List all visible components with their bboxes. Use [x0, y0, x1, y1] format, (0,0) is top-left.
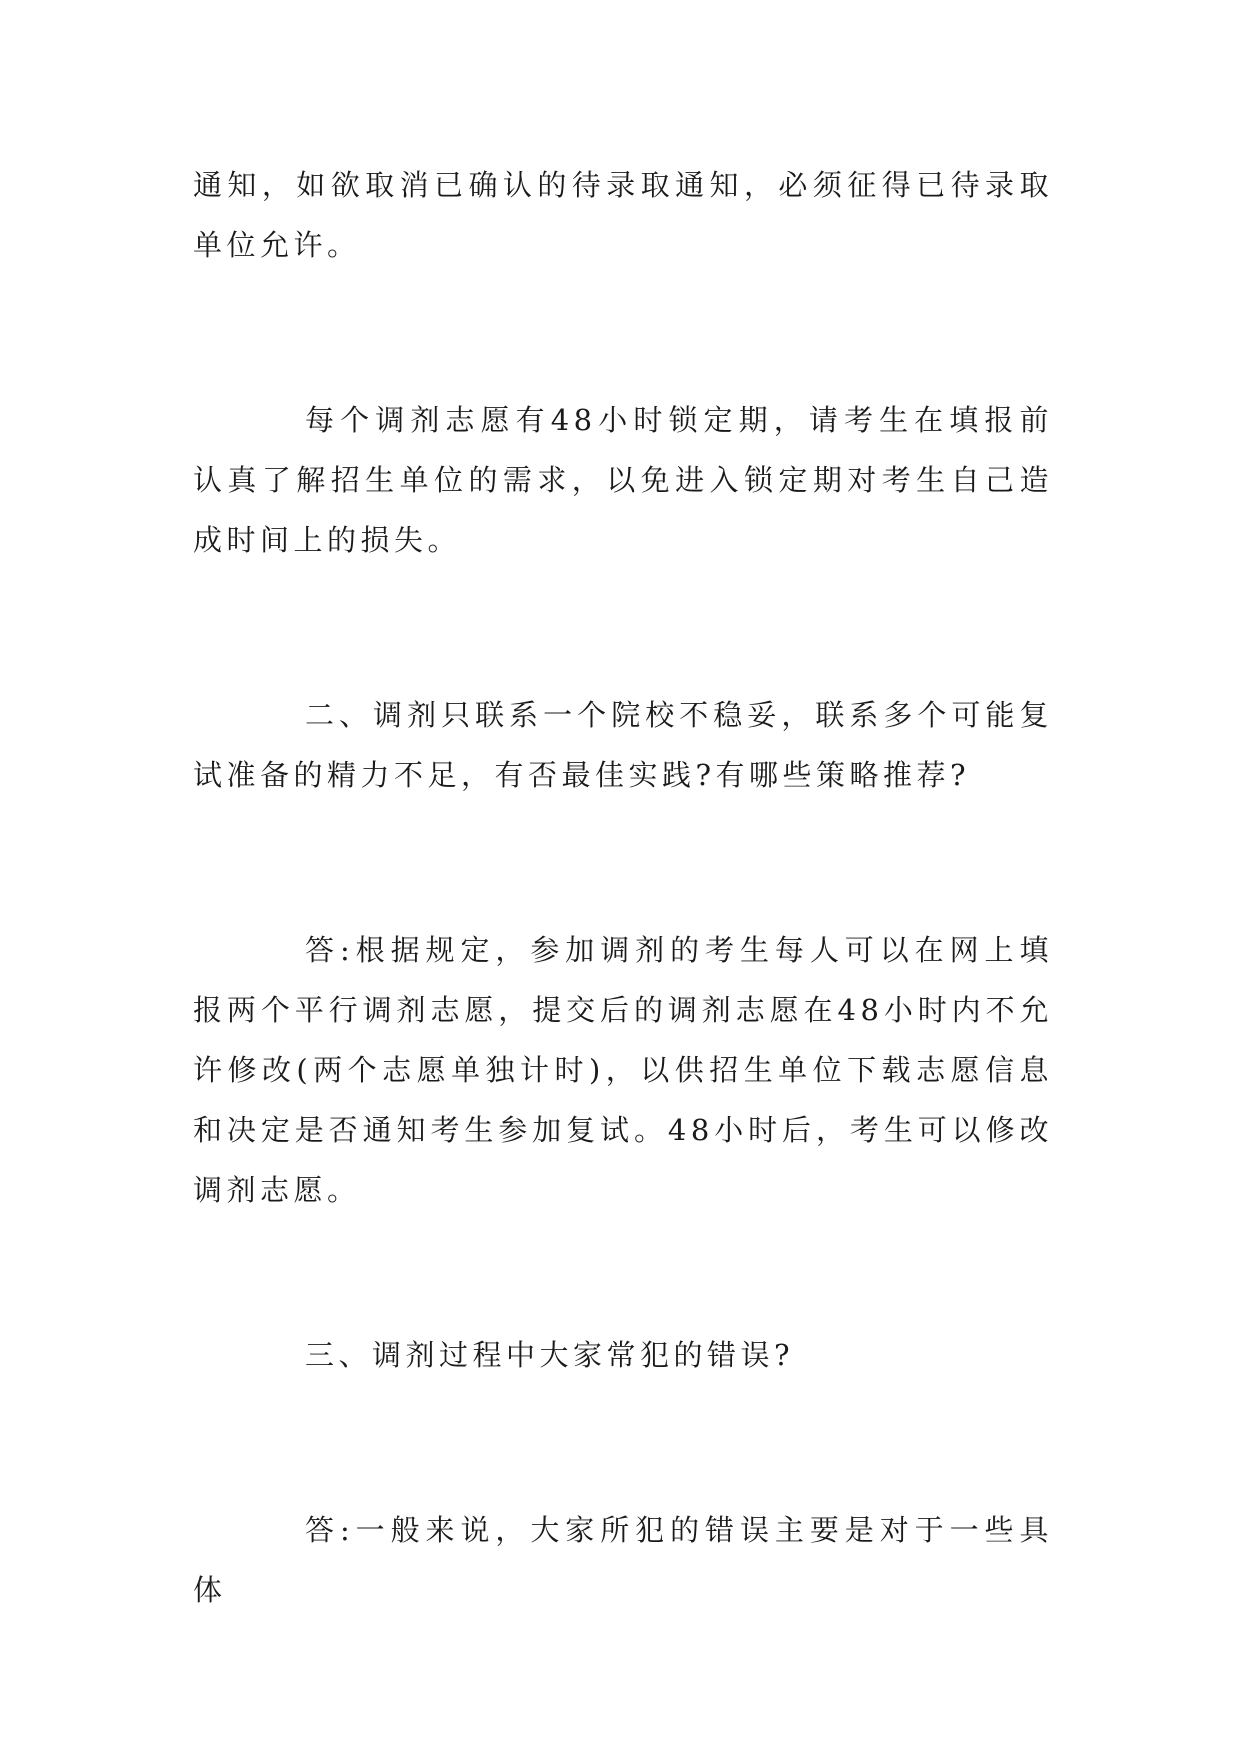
- answer-three: 答:一般来说，大家所犯的错误主要是对于一些具体: [193, 1513, 1053, 1607]
- answer-two: 答:根据规定，参加调剂的考生每人可以在网上填报两个平行调剂志愿，提交后的调剂志愿在48小时内不允许修改(两个志愿单独计时)，以供招生单位下载志愿信息和决定是否通知考生参加复试。48小时后，考生可以修改调剂志愿。: [193, 933, 1053, 1207]
- question-three: 三、调剂过程中大家常犯的错误?: [305, 1338, 795, 1372]
- paragraph-continuation: 通知，如欲取消已确认的待录取通知，必须征得已待录取单位允许。: [193, 168, 1053, 262]
- question-two: 二、调剂只联系一个院校不稳妥，联系多个可能复试准备的精力不足，有否最佳实践?有哪些策略推荐?: [193, 698, 1053, 792]
- paragraph-lock-period: 每个调剂志愿有48小时锁定期，请考生在填报前认真了解招生单位的需求，以免进入锁定期对考生自己造成时间上的损失。: [193, 403, 1053, 557]
